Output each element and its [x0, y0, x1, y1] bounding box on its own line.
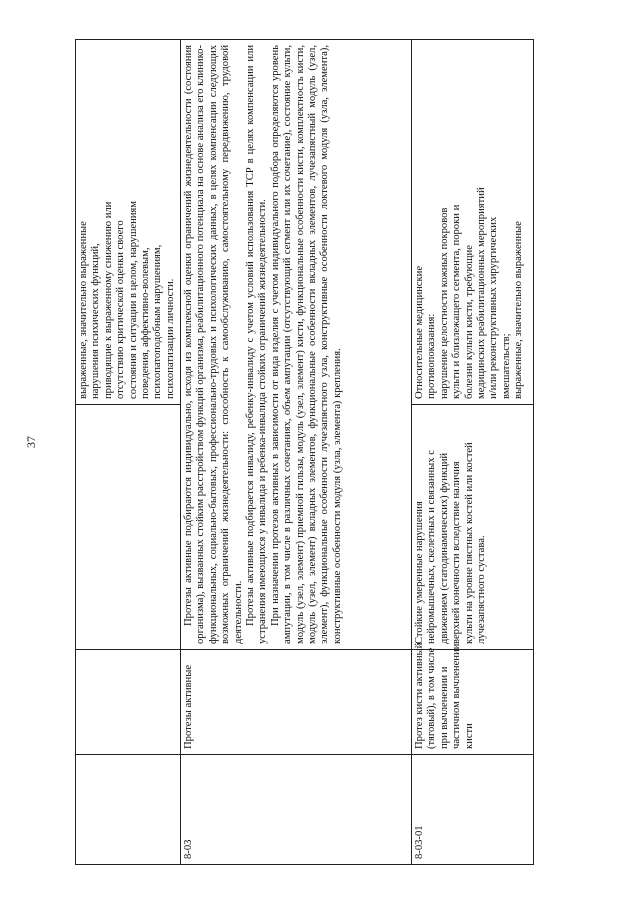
table-row [412, 40, 534, 865]
text-line: лучезапястного сустава. [476, 535, 488, 644]
text-line: верхней конечности вследствие наличия [451, 461, 463, 644]
code-cell [76, 755, 181, 865]
text-line: частичном вычленении [451, 643, 463, 749]
text-line: состояния и ситуации в целом, нарушениям [127, 201, 139, 399]
text-line: Относительные медицинские [414, 265, 425, 399]
text-line: культи на уровне пястных костей или костей [463, 442, 475, 644]
text-line: движением (статодинамических) функций [438, 452, 450, 644]
text-line: Протез кисти активный [414, 642, 425, 749]
indications-cell [76, 405, 181, 650]
text-line: вмешательств; [500, 333, 512, 399]
text-line: нейромышечных, скелетных и связанных с [426, 450, 438, 644]
table-row [181, 40, 412, 865]
contraindications-cell [412, 40, 534, 405]
text-line: выраженные, значительно выраженные [513, 221, 525, 399]
text-line: кисти [463, 723, 475, 749]
rotated-page [75, 40, 545, 865]
indications-cell [412, 405, 534, 650]
text-line: приводящие к выраженному снижению или [102, 201, 114, 399]
name-cell [412, 642, 534, 755]
text-line: болезни культи кисти, требующие [463, 245, 475, 399]
text-line: медицинских реабилитационных мероприятий [476, 187, 488, 399]
text-line: выраженные, значительно выраженные [78, 221, 89, 399]
text-line: Стойкие умеренные нарушения [414, 501, 425, 644]
text-line: противопоказания: [426, 313, 438, 399]
description-cell [181, 40, 412, 650]
text-line: культи и близлежащего сегмента, пороки и [451, 204, 463, 399]
table-row [76, 40, 181, 865]
text-line: поведения, аффективно-волевым, [140, 247, 152, 399]
contraindications-cell [76, 40, 181, 405]
paragraph: Протезы активные подбирается инвалиду, ребенку-инвалиду с учетом условий использования ТСР в целях компенсации или устранения имеющихся у инвалида и ребенка-инвалида стойких ограничений жизнедеятельности. [245, 45, 269, 644]
text-line: отсутствию критической оценки своего [115, 220, 127, 399]
text-line: нарушение целостности кожных покровов [438, 207, 450, 399]
page-number: 37 [24, 436, 38, 448]
paragraph: Протезы активные подбираются индивидуально, исходя из комплексной оценки ограничений жизнедеятельности (состояния организма), вызванных стойким расстройством функций организма, реабилитационного потенциала на основе анализа его клинико-функциональных, социально-бытовых, профессионально-трудовых и психологических данных, в целях компенсации следующих возможных ограничений жизнедеятельности: способность к самообслуживанию, самостоятельному передвижению, трудовой деятельности. [183, 45, 244, 644]
text-line: психопатоподобным нарушениям, [152, 244, 164, 399]
text-line: психопатизации личности. [164, 278, 176, 399]
code-cell: 8-03 [181, 755, 412, 865]
text-line: при вычленении и [438, 666, 450, 749]
device-table [75, 39, 534, 865]
text-line: и/или реконструктивных хирургических [488, 216, 500, 399]
name-cell: Протезы активные [181, 650, 412, 755]
name-cell [76, 650, 181, 755]
code-cell: 8-03-01 [412, 755, 534, 865]
text-line: нарушения психических функций, [90, 243, 102, 399]
paragraph: При назначении протезов активных в зависимости от вида изделия с учетом индивидуального подбора определяются уровень ампутации, в том числе в различных сочетаниях, объем ампутации (отсутствующий сегмент или их сочетание), состояние культи, модуль (узел, элемент) приемной гильзы, модуль (узел, элемент) кисти, функциональные особенности кисти, комплектность кисти, модуль (узел, элемент) вкладных элементов, функциональные особенности вкладных элементов, лучезапястный модуль (узел, элемент), функциональные особенности лучезапястного узла, конструктивные особенности локтевого модуля (узла, элемента), конструктивные особенности модуля (узла, элемента) крепления. [269, 45, 343, 644]
text-line: (тяговый), в том числе [426, 647, 438, 749]
